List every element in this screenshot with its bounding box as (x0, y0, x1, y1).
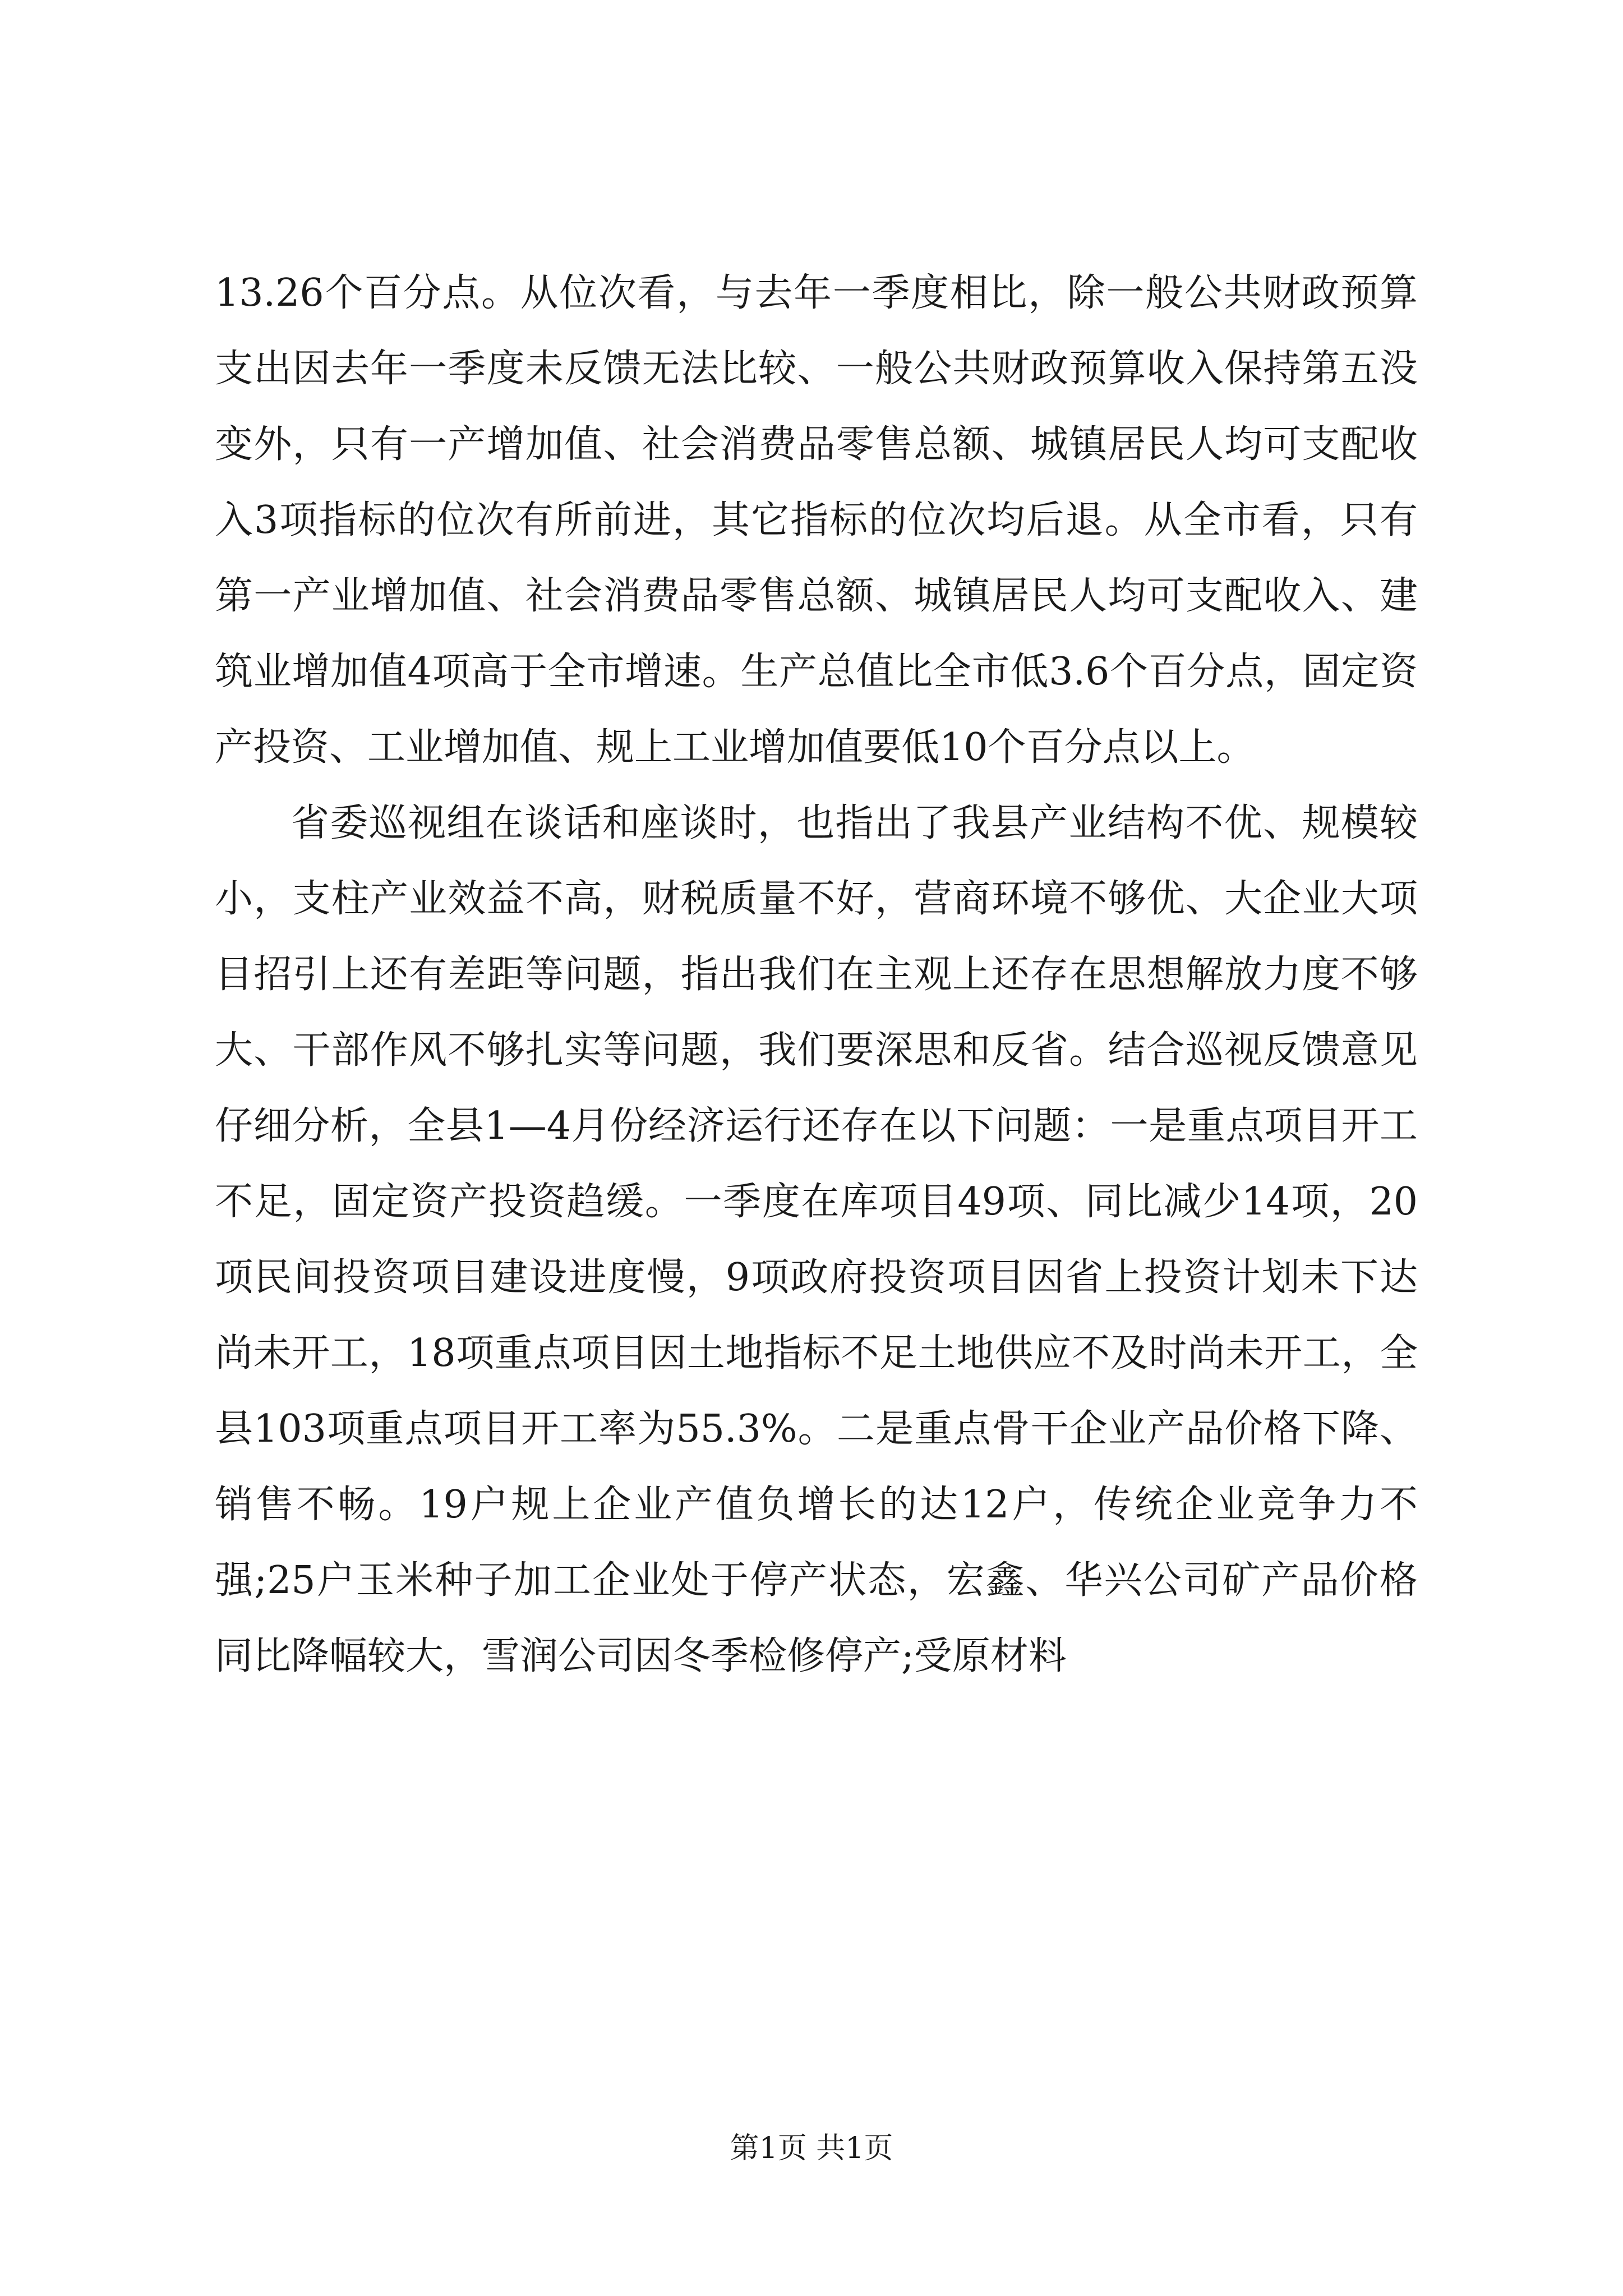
paragraph-2: 省委巡视组在谈话和座谈时，也指出了我县产业结构不优、规模较小，支柱产业效益不高，财税质量不好，营商环境不够优、大企业大项目招引上还有差距等问题，指出我们在主观上还存在思想解放力度不够大、干部作风不够扎实等问题，我们要深思和反省。结合巡视反馈意见仔细分析，全县1—4月份经济运行还存在以下问题：一是重点项目开工不足，固定资产投资趋缓。一季度在库项目49项、同比减少14项，20项民间投资项目建设进度慢，9项政府投资项目因省上投资计划未下达尚未开工，18项重点项目因土地指标不足土地供应不及时尚未开工，全县103项重点项目开工率为55.3%。二是重点骨干企业产品价格下降、销售不畅。19户规上企业产值负增长的达12户，传统企业竞争力不强;25户玉米种子加工企业处于停产状态，宏鑫、华兴公司矿产品价格同比降幅较大，雪润公司因冬季检修停产;受原材料 (215, 801, 1418, 1678)
document-body (215, 255, 1418, 1694)
paragraph-1: 13.26个百分点。从位次看，与去年一季度相比，除一般公共财政预算支出因去年一季度未反馈无法比较、一般公共财政预算收入保持第五没变外，只有一产增加值、社会消费品零售总额、城镇居民人均可支配收入3项指标的位次有所前进，其它指标的位次均后退。从全市看，只有第一产业增加值、社会消费品零售总额、城镇居民人均可支配收入、建筑业增加值4项高于全市增速。生产总值比全市低3.6个百分点，固定资产投资、工业增加值、规上工业增加值要低10个百分点以上。 (215, 271, 1418, 770)
page-footer: 第1页 共1页 (730, 2132, 893, 2165)
